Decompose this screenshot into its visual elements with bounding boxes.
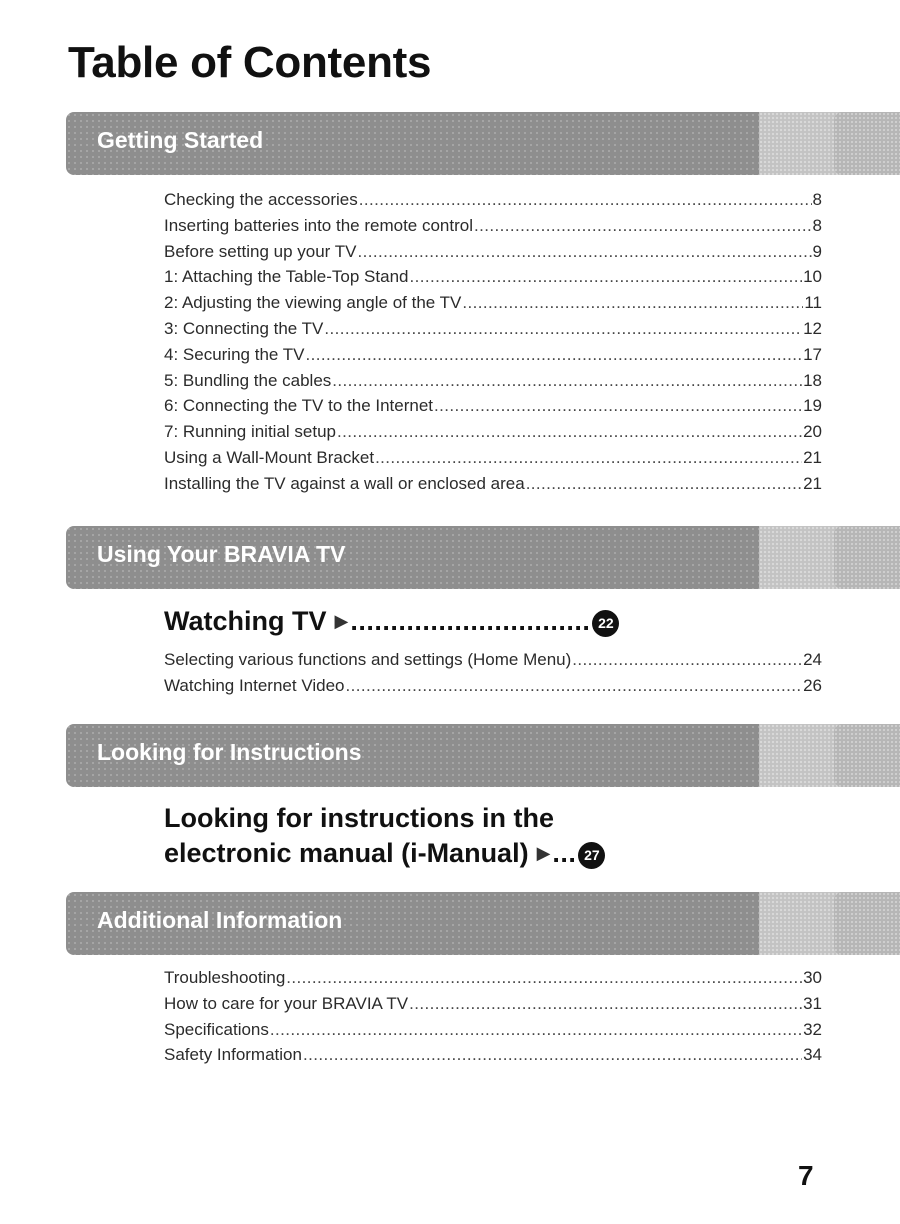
toc-entry-title: Using a Wall-Mount Bracket xyxy=(164,447,375,467)
toc-entry-title: How to care for your BRAVIA TV xyxy=(164,993,409,1013)
toc-entry-page: 10 xyxy=(803,267,822,287)
toc-entry-page: 30 xyxy=(803,968,822,987)
toc-entry[interactable] xyxy=(164,650,822,676)
dot-leader xyxy=(375,448,802,468)
watching-tv-heading: Watching TV xyxy=(164,606,327,636)
page-reference-badge: 27 xyxy=(578,842,605,869)
section-tab xyxy=(834,112,900,175)
page-title: Table of Contents xyxy=(68,38,432,87)
toc-entry-page: 32 xyxy=(803,1019,822,1039)
toc-entry-page: 12 xyxy=(803,318,822,338)
dot-leader xyxy=(572,650,802,670)
toc-entry-title: Checking the accessories xyxy=(164,190,358,209)
toc-entry-title: 5: Bundling the cables xyxy=(164,370,332,390)
toc-entry[interactable] xyxy=(164,216,822,242)
toc-entry[interactable] xyxy=(164,396,822,422)
i-manual-heading-line1: Looking for instructions in the xyxy=(164,803,554,833)
toc-entry[interactable] xyxy=(164,242,822,268)
dot-leader xyxy=(526,474,802,494)
section-label: Additional Information xyxy=(97,907,343,933)
toc-entry-page: 19 xyxy=(803,396,822,416)
toc-entry-title: 7: Running initial setup xyxy=(164,422,337,442)
toc-entry[interactable] xyxy=(164,422,822,448)
heading-leader: .............................. xyxy=(350,606,591,636)
toc-entry-page: 34 xyxy=(803,1045,822,1065)
toc-entry[interactable] xyxy=(164,1020,822,1046)
toc-list-additional-info xyxy=(164,968,822,1071)
section-tab xyxy=(834,892,900,955)
dot-leader xyxy=(306,345,803,365)
arrow-right-icon: ▶ xyxy=(536,843,551,863)
dot-leader xyxy=(409,267,802,287)
toc-entry-page: 18 xyxy=(803,370,822,390)
page-number: 7 xyxy=(798,1160,814,1191)
toc-entry-page: 11 xyxy=(804,293,822,313)
dot-leader xyxy=(346,676,803,696)
toc-entry-title: Selecting various functions and settings (Home Menu) xyxy=(164,650,572,669)
toc-list-getting-started xyxy=(164,190,822,500)
toc-entry[interactable] xyxy=(164,371,822,397)
toc-entry-page: 9 xyxy=(812,241,822,261)
toc-entry-page: 8 xyxy=(812,190,822,209)
toc-entry[interactable] xyxy=(164,319,822,345)
section-label: Getting Started xyxy=(97,127,264,153)
page-reference-badge: 22 xyxy=(592,610,619,637)
toc-entry-page: 26 xyxy=(803,675,822,695)
toc-entry-page: 24 xyxy=(803,650,822,669)
dot-leader xyxy=(337,422,802,442)
dot-leader xyxy=(474,216,812,236)
toc-entry-page: 31 xyxy=(803,993,822,1013)
dot-leader xyxy=(409,994,802,1014)
toc-entry-page: 20 xyxy=(803,422,822,442)
toc-entry[interactable] xyxy=(164,676,822,702)
toc-entry-title: Safety Information xyxy=(164,1045,302,1065)
section-tab xyxy=(834,526,900,589)
dot-leader xyxy=(332,371,802,391)
section-label: Using Your BRAVIA TV xyxy=(97,541,346,567)
toc-entry-page: 17 xyxy=(803,344,822,364)
toc-entry[interactable] xyxy=(164,293,822,319)
toc-entry[interactable] xyxy=(164,190,822,216)
toc-entry-title: 3: Connecting the TV xyxy=(164,318,324,338)
toc-entry-title: Inserting batteries into the remote control xyxy=(164,215,473,235)
toc-entry-title: Installing the TV against a wall or enclosed area xyxy=(164,473,525,493)
toc-entry-page: 21 xyxy=(803,447,822,467)
dot-leader xyxy=(286,968,802,988)
toc-entry-title: Specifications xyxy=(164,1019,269,1039)
dot-leader xyxy=(303,1045,802,1065)
toc-entry-title: 2: Adjusting the viewing angle of the TV xyxy=(164,293,462,313)
i-manual-heading-line2: electronic manual (i-Manual) xyxy=(164,838,529,868)
toc-entry-title: 6: Connecting the TV to the Internet xyxy=(164,396,434,416)
toc-entry[interactable] xyxy=(164,474,822,500)
toc-entry-title: 1: Attaching the Table-Top Stand xyxy=(164,267,409,287)
dot-leader xyxy=(359,190,812,210)
arrow-right-icon: ▶ xyxy=(334,611,349,631)
dot-leader xyxy=(324,319,802,339)
toc-entry[interactable] xyxy=(164,448,822,474)
section-label: Looking for Instructions xyxy=(97,739,362,765)
toc-entry[interactable] xyxy=(164,345,822,371)
toc-entry-title: 4: Securing the TV xyxy=(164,344,305,364)
toc-entry[interactable] xyxy=(164,267,822,293)
dot-leader xyxy=(462,293,803,313)
dot-leader xyxy=(357,242,811,262)
toc-list-using-bravia xyxy=(164,650,822,702)
watching-tv-link[interactable] xyxy=(164,604,619,638)
toc-entry-page: 8 xyxy=(812,215,822,235)
toc-entry-title: Watching Internet Video xyxy=(164,675,345,695)
i-manual-link[interactable] xyxy=(164,836,605,870)
heading-leader: ... xyxy=(552,838,577,868)
toc-entry[interactable] xyxy=(164,994,822,1020)
section-tab xyxy=(834,724,900,787)
toc-entry[interactable] xyxy=(164,1045,822,1071)
toc-entry[interactable] xyxy=(164,968,822,994)
toc-entry-title: Before setting up your TV xyxy=(164,241,357,261)
dot-leader xyxy=(434,396,802,416)
dot-leader xyxy=(270,1020,802,1040)
toc-entry-page: 21 xyxy=(803,473,822,493)
toc-entry-title: Troubleshooting xyxy=(164,968,286,987)
